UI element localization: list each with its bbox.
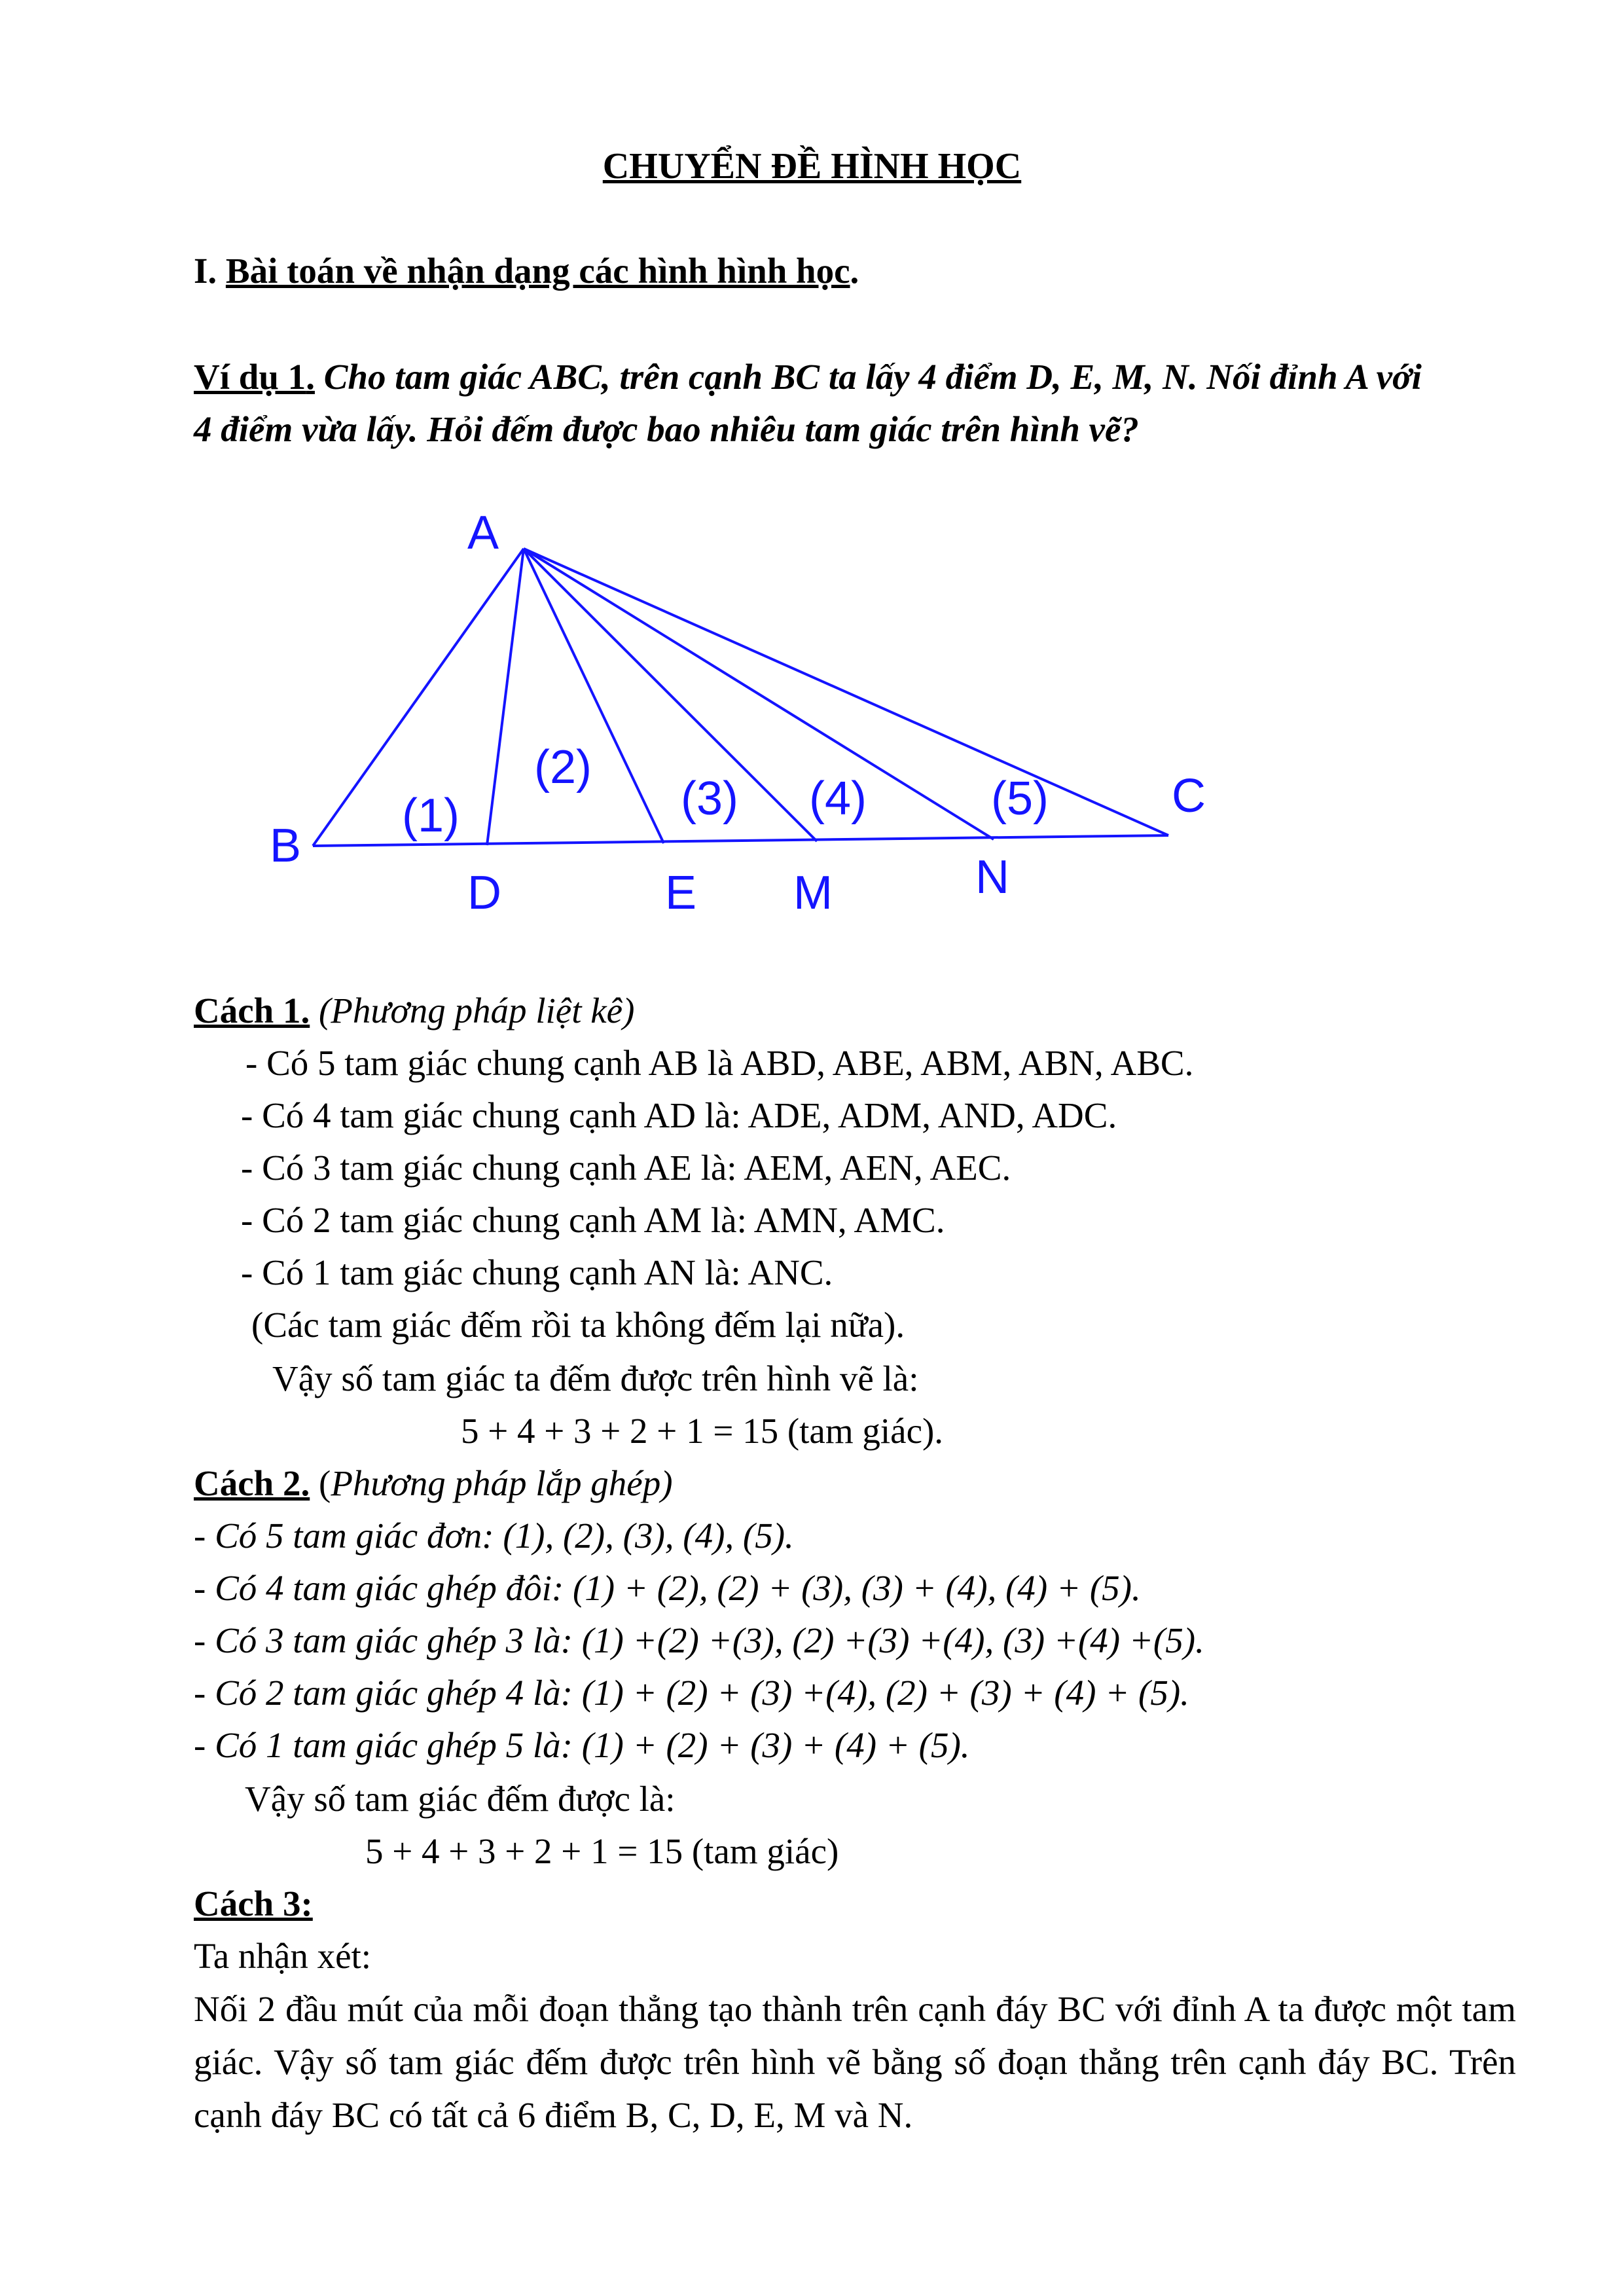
region-label-2: (2) [534,741,592,793]
region-label-1: (1) [402,790,460,842]
method2-item: - Có 3 tam giác ghép 3 là: (1) +(2) +(3), (2) +(3) +(4), (3) +(4) +(5). [194,1620,1204,1660]
page-title: CHUYỂN ĐỀ HÌNH HỌC [602,146,1022,187]
region-label-5: (5) [991,773,1049,825]
method1-note: (Các tam giác đếm rồi ta không đếm lại nữa). [251,1305,905,1345]
vertex-label-E: E [665,867,697,919]
method3-paragraph: Nối 2 đầu mút của mỗi đoạn thẳng tạo thành trên cạnh đáy BC với đỉnh A ta được một tam giác. Vậy số tam giác đếm được trên hình vẽ bằng số đoạn thẳng trên cạnh đáy BC. Trên cạnh đáy BC có tất cả 6 điểm B, C, D, E, M và N. [194,1989,1516,2135]
vertex-label-B: B [270,820,302,872]
method2-item: - Có 4 tam giác ghép đôi: (1) + (2), (2) + (3), (3) + (4), (4) + (5). [194,1568,1141,1608]
section-title: Bài toán về nhận dạng các hình hình học [225,251,850,291]
example-line-2: 4 điểm vừa lấy. Hỏi đếm được bao nhiêu tam giác trên hình vẽ? [194,409,1139,449]
method2-subtitle: Phương pháp lắp ghép) [331,1463,673,1503]
method1-subtitle: (Phương pháp liệt kê) [318,991,635,1030]
example-label: Ví dụ 1 [194,357,306,397]
method1-item: - Có 4 tam giác chung cạnh AD là: ADE, ADM, AND, ADC. [241,1095,1117,1135]
method1-formula: 5 + 4 + 3 + 2 + 1 = 15 (tam giác). [461,1411,944,1451]
region-label-3: (3) [681,773,738,825]
method2-formula: 5 + 4 + 3 + 2 + 1 = 15 (tam giác) [365,1831,839,1871]
method1-conclusion: Vậy số tam giác ta đếm được trên hình vẽ là: [272,1358,919,1398]
method2-item: - Có 2 tam giác ghép 4 là: (1) + (2) + (3) +(4), (2) + (3) + (4) + (5). [194,1673,1189,1713]
segment-AM [524,549,817,841]
region-label-4: (4) [809,773,867,825]
method1-label: Cách 1. [194,991,310,1030]
method3-intro: Ta nhận xét: [194,1936,372,1976]
method1-item: - Có 3 tam giác chung cạnh AE là: AEM, AEN, AEC. [241,1148,1011,1188]
method1-item: - Có 2 tam giác chung cạnh AM là: AMN, AMC. [241,1200,945,1240]
vertex-label-N: N [975,851,1009,903]
vertex-label-C: C [1172,770,1206,822]
section-period: . [850,251,859,291]
method3-label: Cách 3: [194,1884,313,1923]
method2-label: Cách 2. [194,1463,310,1503]
method1-item: - Có 5 tam giác chung cạnh AB là ABD, ABE, ABM, ABN, ABC. [245,1043,1194,1083]
example-text: Cho tam giác ABC, trên cạnh BC ta lấy 4 điểm D, E, M, N. Nối đỉnh A với [323,357,1422,397]
method2-conclusion: Vậy số tam giác đếm được là: [245,1779,676,1819]
vertex-label-D: D [467,867,501,919]
method2-heading: Cách 2. (Phương pháp lắp ghép) [194,1463,673,1503]
example-line-1: Ví dụ 1. Cho tam giác ABC, trên cạnh BC ta lấy 4 điểm D, E, M, N. Nối đỉnh A với [194,357,1422,397]
triangle-figure [0,0,1624,949]
vertex-label-A: A [467,507,499,559]
vertex-label-M: M [793,867,833,919]
method1-item: - Có 1 tam giác chung cạnh AN là: ANC. [241,1252,833,1292]
method2-item: - Có 1 tam giác ghép 5 là: (1) + (2) + (3) + (4) + (5). [194,1725,970,1765]
section-number: I. [194,251,217,291]
method1-heading [194,990,634,1032]
method2-item: - Có 5 tam giác đơn: (1), (2), (3), (4), (5). [194,1516,794,1556]
